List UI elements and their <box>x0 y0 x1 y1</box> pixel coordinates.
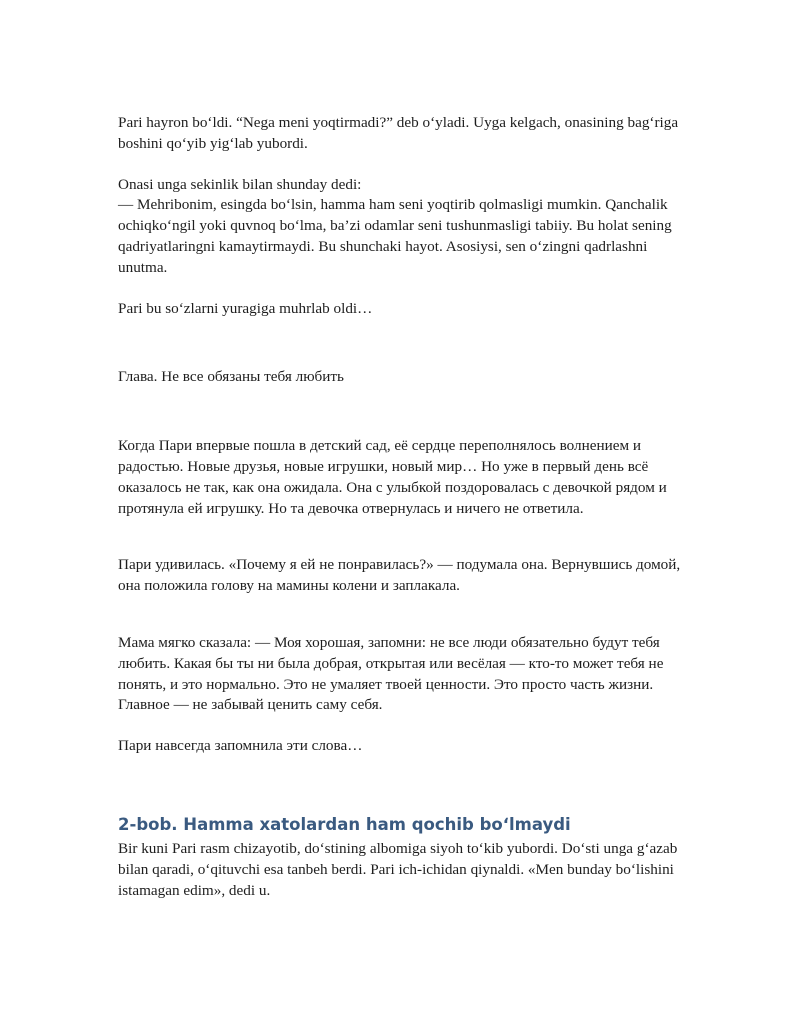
paragraph-kindergarten-ru: Когда Пари впервые пошла в детский сад, её сердце переполнялось волнением и радостью. Новые друзья, новые игрушки, новый мир… Но уже в первый день всё оказалось не так, как она ожидала. Она с улыбкой поздоровалась с девочкой рядом и протянула ей игрушку. Но та девочка отвернулась и ничего не ответила. <box>118 437 667 517</box>
paragraph-mother-speech-uz: — Mehribonim, esingda boʻlsin, hamma ham seni yoqtirib qolmasligi mumkin. Qanchalik ochiqkoʻngil yoki quvnoq boʻlma, ba’zi odamlar seni tushunmasligi tabiiy. Bu holat sening qadriyatlaringni kamaytirmaydi. Bu shunchaki hayot. Asosiysi, sen oʻzingni qadrlashni unutma. <box>118 196 672 276</box>
paragraph-mother-said-uz: Onasi unga sekinlik bilan shunday dedi: <box>118 175 362 193</box>
paragraph-mother-speech-ru: Мама мягко сказала: — Моя хорошая, запомни: не все люди обязательно будут тебя любить. Какая бы ты ни была добрая, открытая или весёлая — кто-то может тебя не понять, и это нормально. Это не умаляет твоей ценности. Это просто часть жизни. Главное — не забывай ценить саму себя. <box>118 633 664 714</box>
paragraph-pari-surprised-uz: Pari hayron boʻldi. “Nega meni yoqtirmadi?” deb oʻyladi. Uyga kelgach, onasining bagʻriga boshini qoʻyib yigʻlab yubordi. <box>118 114 679 152</box>
chapter-title-ru: Глава. Не все обязаны тебя любить <box>118 368 344 386</box>
paragraph-ink-spill-uz: Bir kuni Pari rasm chizayotib, doʻstining albomiga siyoh toʻkib yubordi. Doʻsti unga gʻazab bilan qaradi, oʻqituvchi esa tanbeh berdi. Pari ich-ichidan qiynaldi. «Men bunday boʻlishini istamagan edim», dedi u. <box>118 839 678 899</box>
document-body <box>118 113 693 901</box>
paragraph-pari-remembered-uz: Pari bu soʻzlarni yuragiga muhrlab oldi… <box>118 299 373 317</box>
chapter-heading: 2-bob. Hamma xatolardan ham qochib boʻlmaydi <box>118 814 571 834</box>
paragraph-pari-surprised-ru: Пари удивилась. «Почему я ей не понравилась?» — подумала она. Вернувшись домой, она положила голову на мамины колени и заплакала. <box>118 556 681 595</box>
paragraph-pari-remembered-ru: Пари навсегда запомнила эти слова… <box>118 737 363 755</box>
